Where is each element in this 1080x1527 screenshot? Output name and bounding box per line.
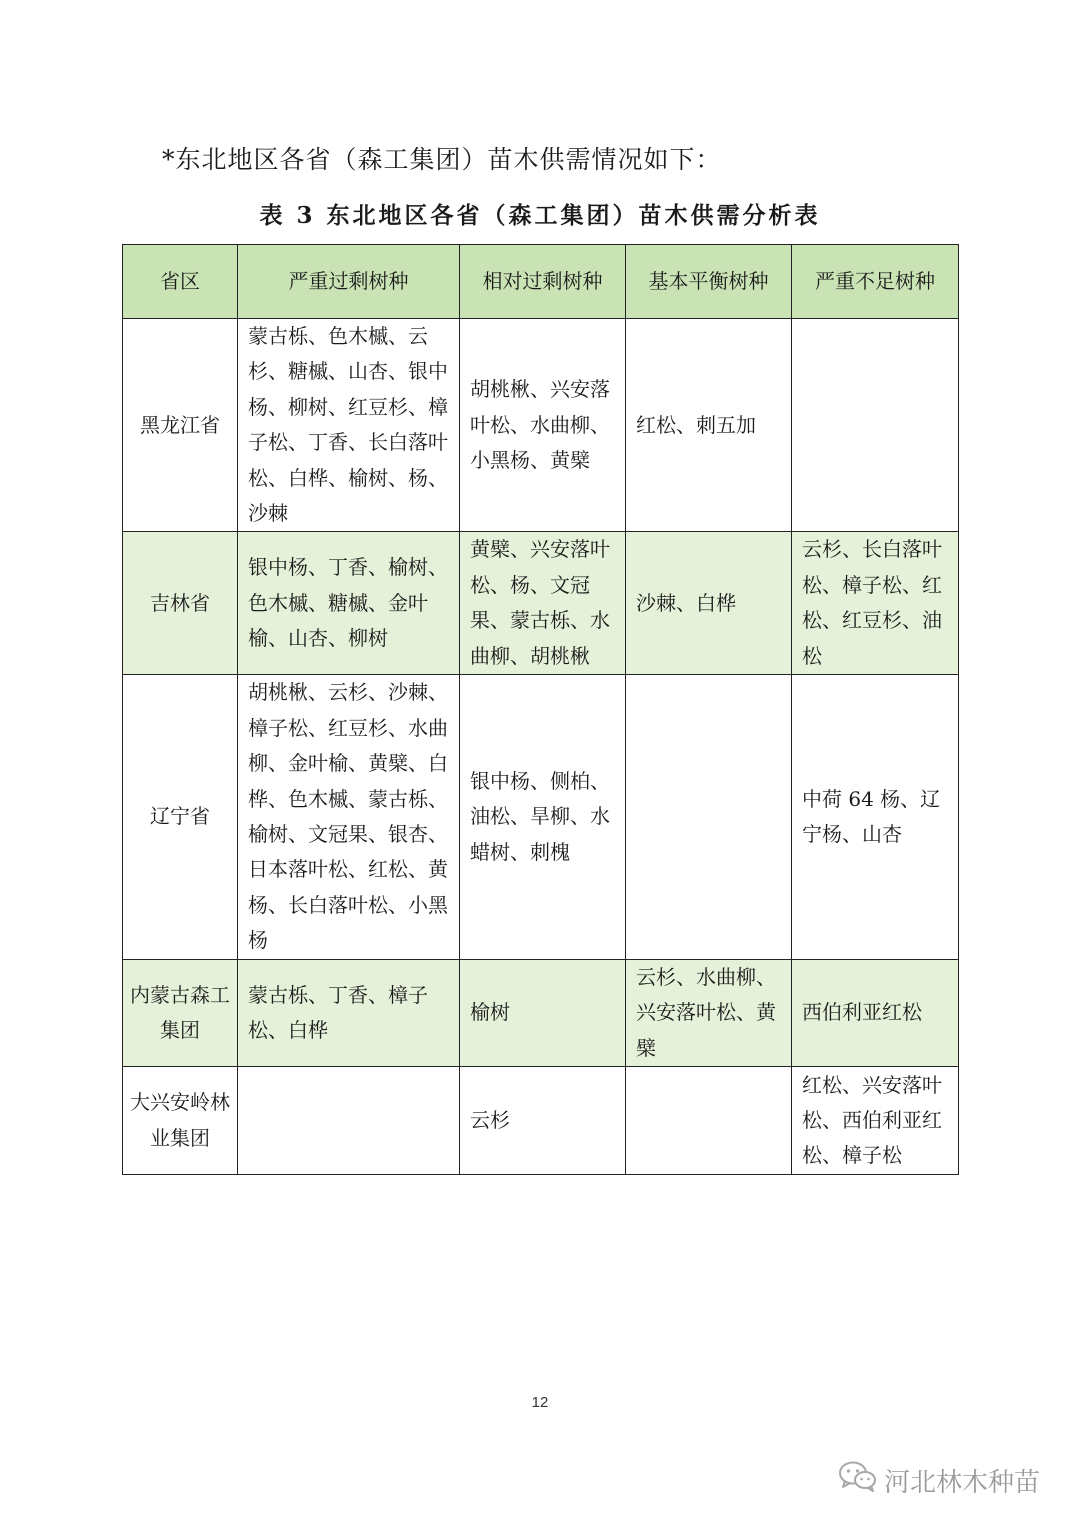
balanced-cell bbox=[626, 675, 792, 960]
severe-surplus-cell: 蒙古栎、色木槭、云杉、糖槭、山杏、银中杨、柳树、红豆杉、樟子松、丁香、长白落叶松、白桦、榆树、杨、沙棘 bbox=[238, 319, 460, 532]
balanced-cell: 云杉、水曲柳、兴安落叶松、黄檗 bbox=[626, 960, 792, 1067]
intro-text: *东北地区各省（森工集团）苗木供需情况如下： bbox=[162, 145, 722, 174]
header-balanced: 基本平衡树种 bbox=[626, 245, 792, 319]
province-cell: 黑龙江省 bbox=[123, 319, 238, 532]
severe-surplus-cell: 胡桃楸、云杉、沙棘、樟子松、红豆杉、水曲柳、金叶榆、黄檗、白桦、色木槭、蒙古栎、榆树、文冠果、银杏、日本落叶松、红松、黄杨、长白落叶松、小黑杨 bbox=[238, 675, 460, 960]
header-relative-surplus: 相对过剩树种 bbox=[460, 245, 626, 319]
watermark-text: 河北林木种苗 bbox=[884, 1468, 1041, 1498]
balanced-cell: 红松、刺五加 bbox=[626, 319, 792, 532]
table-caption: 表 3 东北地区各省（森工集团）苗木供需分析表 bbox=[259, 202, 821, 229]
severe-shortage-cell: 云杉、长白落叶松、樟子松、红松、红豆杉、油松 bbox=[792, 532, 959, 675]
severe-shortage-cell bbox=[792, 319, 959, 532]
header-severe-shortage: 严重不足树种 bbox=[792, 245, 959, 319]
page-number: 12 bbox=[531, 1394, 549, 1411]
table-row bbox=[123, 675, 959, 960]
severe-surplus-cell: 银中杨、丁香、榆树、色木槭、糖槭、金叶榆、山杏、柳树 bbox=[238, 532, 460, 675]
table-row bbox=[123, 1067, 959, 1175]
table-row bbox=[123, 532, 959, 675]
severe-surplus-cell bbox=[238, 1067, 460, 1175]
severe-shortage-cell: 中荷 64 杨、辽宁杨、山杏 bbox=[792, 675, 959, 960]
header-severe-surplus: 严重过剩树种 bbox=[238, 245, 460, 319]
relative-surplus-cell: 黄檗、兴安落叶松、杨、文冠果、蒙古栎、水曲柳、胡桃楸 bbox=[460, 532, 626, 675]
severe-shortage-cell: 西伯利亚红松 bbox=[792, 960, 959, 1067]
supply-demand-table bbox=[122, 244, 959, 1175]
province-cell: 吉林省 bbox=[123, 532, 238, 675]
relative-surplus-cell: 榆树 bbox=[460, 960, 626, 1067]
relative-surplus-cell: 云杉 bbox=[460, 1067, 626, 1175]
table-header-row bbox=[123, 245, 959, 319]
table-row bbox=[123, 319, 959, 532]
relative-surplus-cell: 胡桃楸、兴安落叶松、水曲柳、小黑杨、黄檗 bbox=[460, 319, 626, 532]
relative-surplus-cell: 银中杨、侧柏、油松、旱柳、水蜡树、刺槐 bbox=[460, 675, 626, 960]
watermark bbox=[838, 1460, 1040, 1501]
province-cell: 辽宁省 bbox=[123, 675, 238, 960]
balanced-cell bbox=[626, 1067, 792, 1175]
table-row bbox=[123, 960, 959, 1067]
severe-surplus-cell: 蒙古栎、丁香、樟子松、白桦 bbox=[238, 960, 460, 1067]
province-cell: 内蒙古森工集团 bbox=[123, 960, 238, 1067]
severe-shortage-cell: 红松、兴安落叶松、西伯利亚红松、樟子松 bbox=[792, 1067, 959, 1175]
balanced-cell: 沙棘、白桦 bbox=[626, 532, 792, 675]
header-province: 省区 bbox=[123, 245, 238, 319]
province-cell: 大兴安岭林业集团 bbox=[123, 1067, 238, 1175]
wechat-icon bbox=[838, 1460, 878, 1501]
